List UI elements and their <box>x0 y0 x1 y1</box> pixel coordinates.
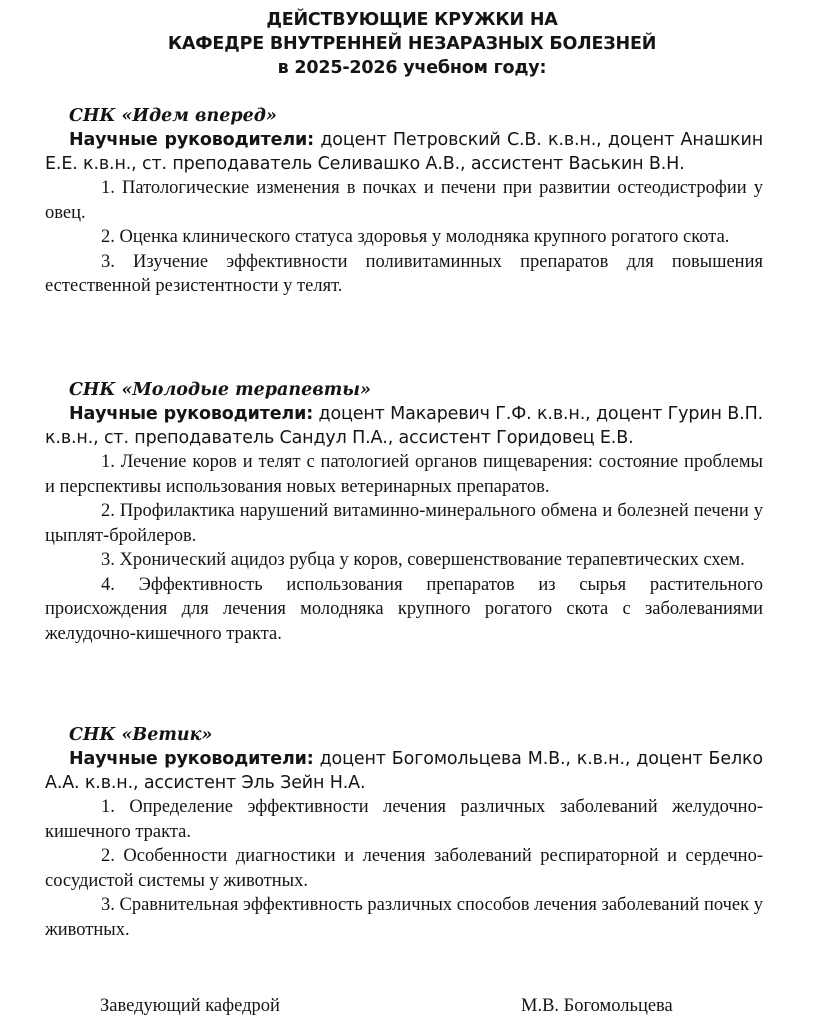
club-leaders <box>45 402 763 450</box>
signature-position: Заведующий кафедрой <box>100 996 280 1016</box>
club-leaders <box>45 128 763 176</box>
leaders-text: доцент Петровский С.В. к.в.н., доцент Анашкин Е.Е. к.в.н., ст. преподаватель Селивашко А.В., ассистент Васькин В.Н. <box>45 130 763 174</box>
club-section-3 <box>45 723 763 942</box>
club-leaders <box>45 747 763 795</box>
leaders-label: Научные руководители: <box>69 130 314 150</box>
title-line-2: КАФЕДРЕ ВНУТРЕННЕЙ НЕЗАРАЗНЫХ БОЛЕЗНЕЙ <box>167 34 657 54</box>
topic-item: 2. Особенности диагностики и лечения заболеваний респираторной и сердечно-сосудистой системы у животных. <box>45 846 763 891</box>
leaders-label: Научные руководители: <box>69 404 314 424</box>
signature-name: М.В. Богомольцева <box>521 996 673 1016</box>
leaders-text: доцент Макаревич Г.Ф. к.в.н., доцент Гурин В.П. к.в.н., ст. преподаватель Сандул П.А., ассистент Горидовец Е.В. <box>45 404 763 448</box>
title-line-1: ДЕЙСТВУЮЩИЕ КРУЖКИ НА <box>266 10 558 30</box>
topic-item: 1. Определение эффективности лечения различных заболеваний желудочно-кишечного тракта. <box>45 797 763 842</box>
topic-item: 4. Эффективность использования препаратов из сырья растительного происхождения для лечения молодняка крупного рогатого скота с заболеваниями желудочно-кишечного тракта. <box>45 574 763 644</box>
topic-item: 1. Лечение коров и телят с патологией органов пищеварения: состояние проблемы и перспективы использования новых ветеринарных препаратов. <box>45 452 763 497</box>
club-title: СНК «Идем вперед» <box>69 106 277 126</box>
topic-item: 2. Профилактика нарушений витаминно-минерального обмена и болезней печени у цыплят-бройлеров. <box>45 501 763 546</box>
club-title: СНК «Молодые терапевты» <box>69 380 371 400</box>
topic-item: 3. Хронический ацидоз рубца у коров, совершенствование терапевтических схем. <box>101 550 745 570</box>
topic-item: 3. Изучение эффективности поливитаминных препаратов для повышения естественной резистентности у телят. <box>45 251 763 296</box>
topic-item: 1. Патологические изменения в почках и печени при развитии остеодистрофии у овец. <box>45 178 763 223</box>
club-section-1 <box>45 104 763 299</box>
topic-item: 2. Оценка клинического статуса здоровья у молодняка крупного рогатого скота. <box>101 227 730 247</box>
club-section-2 <box>45 378 763 646</box>
title-line-3: в 2025-2026 учебном году: <box>277 58 547 78</box>
topic-item: 3. Сравнительная эффективность различных способов лечения заболеваний почек у животных. <box>45 895 763 940</box>
document-title <box>0 8 824 80</box>
leaders-label: Научные руководители: <box>69 749 314 769</box>
leaders-text: доцент Богомольцева М.В., к.в.н., доцент Белко А.А. к.в.н., ассистент Эль Зейн Н.А. <box>45 749 763 793</box>
club-title: СНК «Ветик» <box>69 725 213 745</box>
